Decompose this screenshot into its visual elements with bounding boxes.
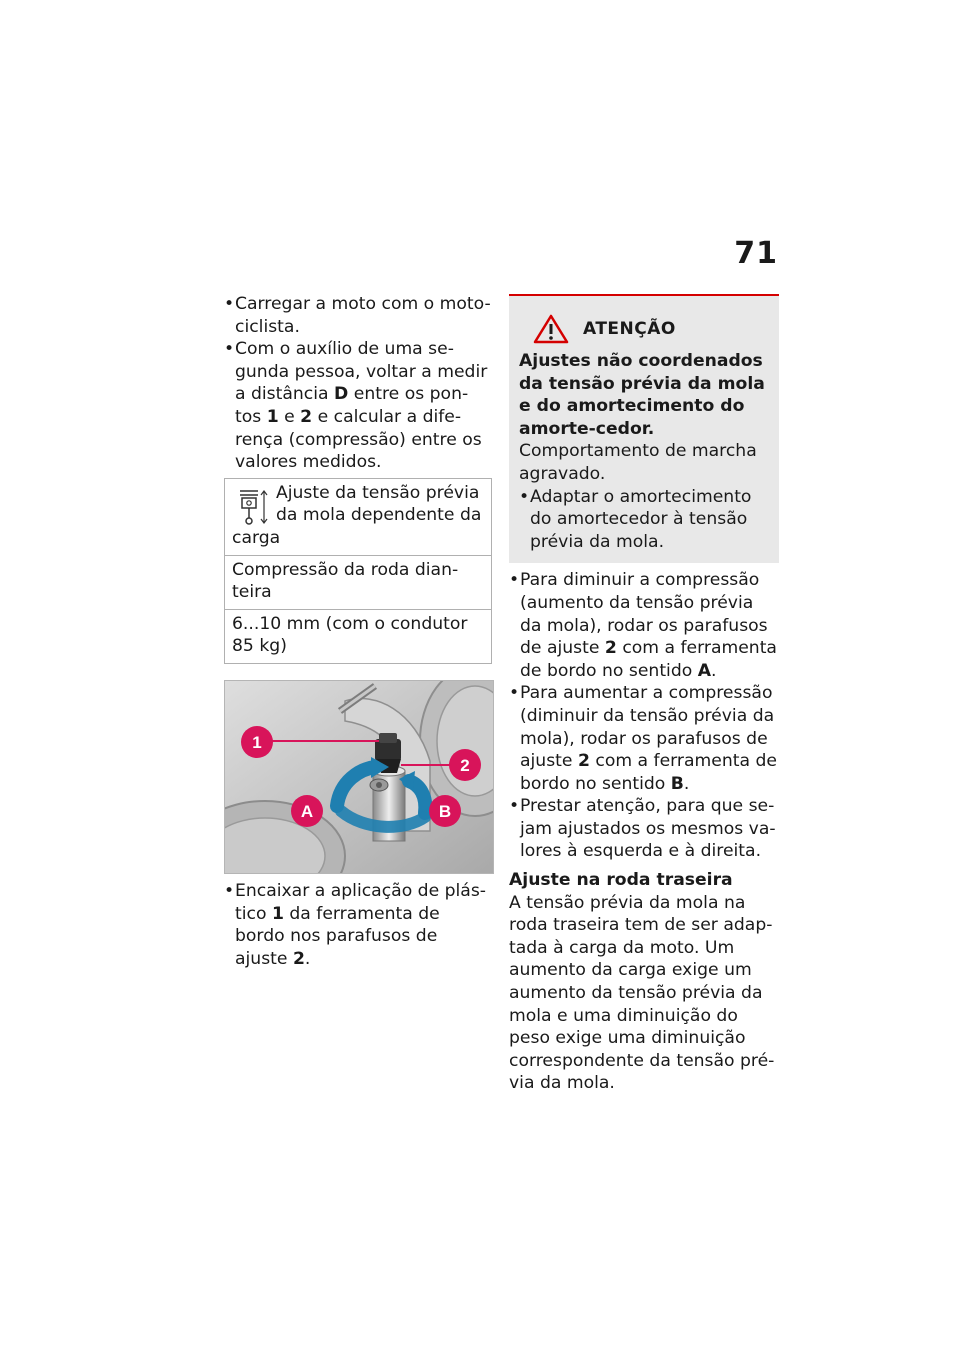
list-item: • Para aumentar a compressão (diminuir da tensão prévia da mola), rodar os parafusos de ajuste 2 com a ferramenta de bordo no sentido B. xyxy=(509,682,779,795)
section-heading: Ajuste na roda traseira xyxy=(509,870,733,891)
callout-2: 2 xyxy=(460,755,470,775)
warning-item: • Adaptar o amortecimento do amortecedor à tensão prévia da mola. xyxy=(519,486,769,554)
callout-a: A xyxy=(300,801,314,821)
list-item: • Para diminuir a compressão (aumento da tensão prévia da mola), rodar os parafusos de ajuste 2 com a ferramenta de bordo no sentido A. xyxy=(509,569,779,682)
adjustment-figure xyxy=(224,680,494,874)
left-column xyxy=(224,293,492,970)
measurement-tool-icon xyxy=(236,488,270,526)
warning-heading: Ajustes não coordenados da tensão prévia da mola e do amortecimento do amorte-cedor. xyxy=(519,351,765,439)
callout-1: 1 xyxy=(252,732,262,752)
list-item: • Encaixar a aplicação de plás-tico 1 da ferramenta de bordo nos parafusos de ajuste 2. xyxy=(224,880,492,970)
callout-b: B xyxy=(438,801,452,821)
right-column xyxy=(509,294,779,1095)
warning-title: ATENÇÃO xyxy=(583,318,676,339)
warning-text: Comportamento de marcha agravado. xyxy=(519,441,757,484)
spec-table-label: Compressão da roda dian-teira xyxy=(225,555,492,609)
warning-triangle-icon xyxy=(533,314,569,344)
spec-table-header xyxy=(225,478,492,555)
spec-table xyxy=(224,478,492,664)
section-text: A tensão prévia da mola na roda traseira tem de ser adap-tada à carga da moto. Um aumento da carga exige um aumento da tensão prévia da mola e uma diminuição do peso exige uma diminuição correspondente da tensão pré-via da mola. xyxy=(509,892,775,1094)
warning-title-row xyxy=(519,314,769,344)
list-item: • Carregar a moto com o moto-ciclista. xyxy=(224,293,492,338)
warning-box xyxy=(509,294,779,563)
list-item: • Com o auxílio de uma se-gunda pessoa, voltar a medir a distância D entre os pon-tos 1 e 2 e calcular a dife-rença (compressão) entre os valores medidos. xyxy=(224,338,492,474)
spec-table-title: Ajuste da tensão prévia da mola dependente da carga xyxy=(232,482,482,548)
spec-table-value: 6...10 mm (com o condutor 85 kg) xyxy=(225,609,492,663)
list-item: • Prestar atenção, para que se-jam ajustados os mesmos va-lores à esquerda e à direita. xyxy=(509,795,779,863)
page-number: 71 xyxy=(734,236,778,271)
